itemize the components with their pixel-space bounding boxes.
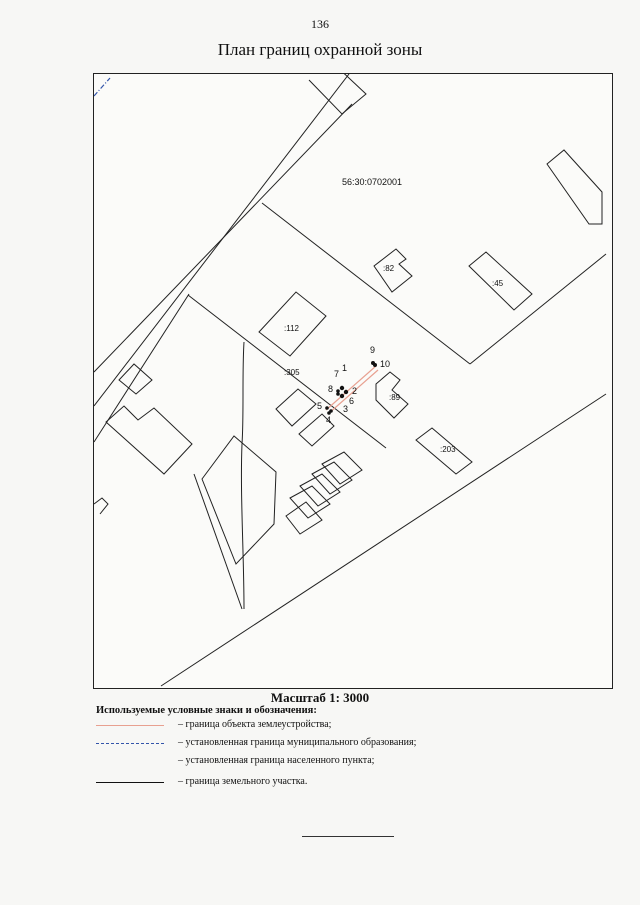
legend-heading: Используемые условные знаки и обозначения: xyxy=(96,705,317,716)
plan-title: План границ охранной зоны xyxy=(217,40,423,59)
point-label-3: 3 xyxy=(343,404,349,414)
point-marker-10 xyxy=(373,363,377,367)
point-label-10: 10 xyxy=(380,359,391,369)
point-label-7: 7 xyxy=(334,369,340,379)
path-branch xyxy=(194,474,242,609)
legend-text: – установленная граница населенного пункта; xyxy=(178,755,375,766)
page-number: 136 xyxy=(311,17,329,31)
driveway xyxy=(241,342,244,609)
point-label-8: 8 xyxy=(328,384,334,394)
building-small-3 xyxy=(94,498,108,514)
map-frame[interactable] xyxy=(93,73,613,689)
parcel-label-203: :203 xyxy=(440,445,456,454)
legend-swatch-municipal-boundary xyxy=(96,743,164,744)
parcel-label-45: :45 xyxy=(492,279,504,288)
point-label-4: 4 xyxy=(326,415,332,425)
footer-rule xyxy=(302,836,394,837)
row-building-2 xyxy=(312,462,352,494)
legend-item-parcel-boundary xyxy=(96,776,616,792)
legend-text: – граница объекта землеустройства; xyxy=(178,719,332,730)
parcel-label-89: :89 xyxy=(389,393,401,402)
legend-text: – граница земельного участка. xyxy=(178,776,308,787)
building-right xyxy=(547,150,602,224)
parcel-line-a xyxy=(262,203,470,364)
row-building-5 xyxy=(286,502,322,534)
parcel-label-305: :305 xyxy=(284,368,300,377)
point-label-1: 1 xyxy=(342,363,348,373)
point-label-9: 9 xyxy=(370,345,376,355)
point-marker-7 xyxy=(336,392,340,396)
legend-item-settlement-boundary xyxy=(96,755,616,771)
legend-swatch-parcel-boundary xyxy=(96,782,164,783)
point-label-5: 5 xyxy=(317,401,323,411)
parcel-label-82: :82 xyxy=(383,264,395,273)
row-building-1 xyxy=(322,452,362,484)
building-small-2 xyxy=(106,406,192,474)
scale-label: Масштаб 1: 3000 xyxy=(270,690,370,705)
parcel-label-112: :112 xyxy=(284,324,299,333)
road-edge-3 xyxy=(94,74,349,406)
row-building-3 xyxy=(300,474,340,506)
parcel-line-d xyxy=(470,254,606,364)
field-polygon xyxy=(202,436,276,564)
point-label-2: 2 xyxy=(352,386,358,396)
legend-swatch-object-boundary xyxy=(96,725,164,726)
building-small-1 xyxy=(119,364,152,394)
point-label-6: 6 xyxy=(349,396,355,406)
legend-item-object-boundary xyxy=(96,719,616,735)
municipal-boundary-line xyxy=(94,78,110,96)
point-marker-5 xyxy=(325,406,329,410)
road-edge-1 xyxy=(161,394,606,686)
point-marker-2 xyxy=(344,390,348,394)
point-marker-6 xyxy=(340,394,344,398)
point-marker-1 xyxy=(340,386,344,390)
map-drawing xyxy=(94,74,613,689)
building-top xyxy=(309,74,366,114)
legend-item-municipal-boundary xyxy=(96,737,616,753)
block-cadastral-number-label: 56:30:0702001 xyxy=(342,177,403,187)
building-305 xyxy=(276,389,316,426)
legend-text: – установленная граница муниципального образования; xyxy=(178,737,417,748)
